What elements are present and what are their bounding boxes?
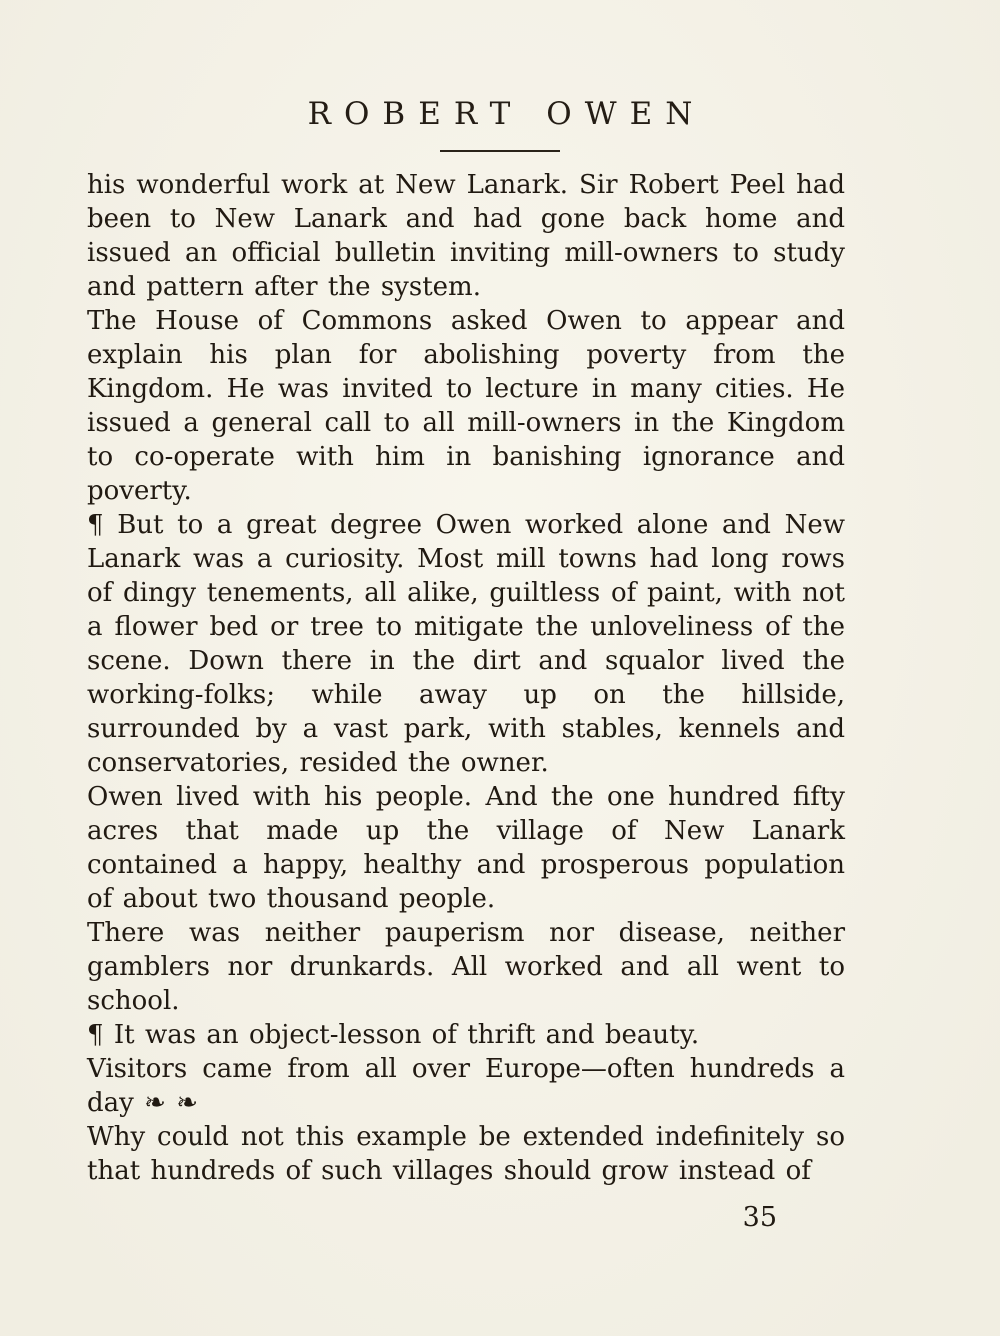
title-divider bbox=[440, 150, 560, 152]
paragraph: There was neither pauperism nor disease, neither gamblers nor drunkards. All worked and all went to school. bbox=[87, 918, 845, 1016]
paragraph: Owen lived with his people. And the one hundred fifty acres that made up the village of New Lanark contained a happy, healthy and prosperous population of about two thousand people. bbox=[87, 782, 845, 914]
page-number: 35 bbox=[742, 1202, 777, 1233]
paragraph: ¶ It was an object-lesson of thrift and beauty. bbox=[87, 1020, 700, 1050]
paragraph: his wonderful work at New Lanark. Sir Robert Peel had been to New Lanark and had gone back home and issued an official bulletin inviting mill-owners to study and pattern after the system. bbox=[87, 170, 845, 302]
paragraph: Visitors came from all over Europe—often hundreds a day ❧ ❧ bbox=[87, 1054, 845, 1118]
paragraph: ¶ But to a great degree Owen worked alone and New Lanark was a curiosity. Most mill towns had long rows of dingy tenements, all alike, guiltless of paint, with not a flower bed or tree to mitigate the unloveliness of the scene. Down there in the dirt and squalor lived the working-folks; while away up on the hillside, surrounded by a vast park, with stables, kennels and conservatories, resided the owner. bbox=[87, 510, 845, 778]
paragraph: The House of Commons asked Owen to appear and explain his plan for abolishing poverty from the Kingdom. He was invited to lecture in many cities. He issued a general call to all mill-owners in the Kingdom to co-operate with him in banishing ignorance and poverty. bbox=[87, 306, 845, 506]
body-text bbox=[87, 168, 845, 1188]
paragraph: Why could not this example be extended indefinitely so that hundreds of such villages should grow instead of bbox=[87, 1122, 845, 1186]
page-title: ROBERT OWEN bbox=[307, 96, 706, 132]
